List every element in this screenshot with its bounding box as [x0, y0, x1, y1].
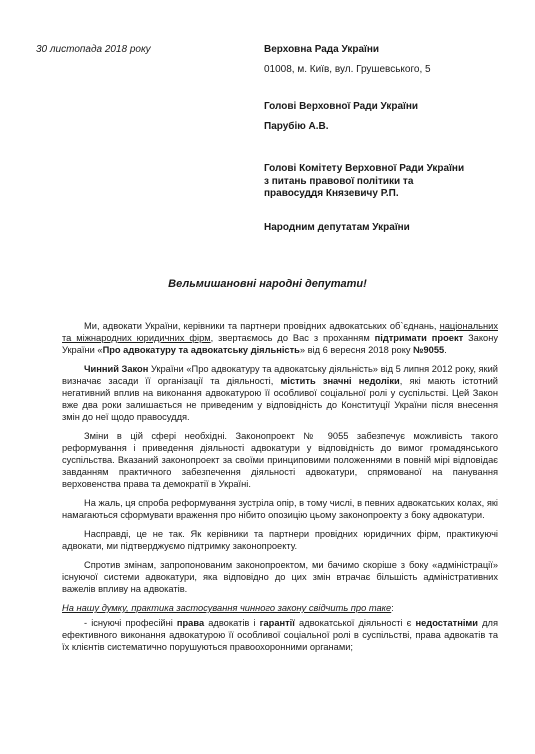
recipient-parliament-name: Верховна Рада України	[264, 44, 380, 55]
recipient-committee	[264, 163, 524, 201]
paragraph-7: На нашу думку, практика застосування чинного закону свідчить про таке:	[62, 603, 394, 613]
paragraph-2: Чинний Закон України «Про адвокатуру та адвокатську діяльність» від 5 липня 2012 року, який визначає засади її організації та діяльності, містить значні недоліки, які мають істотний негативний вплив на виконання адвокатурою її особливої соціальної ролі у суспільстві. Цей Закон вже два роки залишається не приведеним у відповідність до Конституції України після внесення змін до неї щодо правосуддя.	[62, 364, 499, 422]
recipient-speaker-name: Парубію А.В.	[264, 120, 329, 132]
paragraph-1: Ми, адвокати України, керівники та партнери провідних адвокатських об`єднань, національних та міжнародних юридичних фірм, звертаємось до Вас з проханням підтримати проект Закону України «Про адвокатуру та адвокатську діяльність» від 6 вересня 2018 року №9055.	[62, 321, 498, 355]
recipient-parliament-address: 01008, м. Київ, вул. Грушевського, 5	[264, 63, 431, 75]
paragraph-3: Зміни в цій сфері необхідні. Законопроект № 9055 забезпечує можливість такого реформування і приведення діяльності адвокатури у відповідність до вимог громадянського суспільства. Вказаний законопроект за своїми принциповими положеннями в повній мірі відповідає завданням практичного забезпечення діяльності адвокатури, спрямованої на панування верховенства права та демократії в Україні.	[62, 431, 498, 489]
recipient-speaker	[264, 101, 524, 133]
recipient-committee-line3: правосуддя Князевичу Р.П.	[264, 188, 399, 199]
paragraph-4: На жаль, ця спроба реформування зустріла опір, в тому числі, в певних адвокатських колах, які намагаються сформувати враження про нібито опозицію цьому законопроекту з боку адвокатури.	[62, 498, 498, 520]
paragraph-5: Насправді, це не так. Як керівники та партнери провідних юридичних фірм, практикуючі адвокати, ми підтверджуємо підтримку законопроекту.	[62, 529, 498, 551]
letter-date: 30 листопада 2018 року	[36, 44, 151, 55]
recipient-committee-line2: з питань правової політики та	[264, 175, 414, 187]
recipient-committee-line1: Голові Комітету Верховної Ради України	[264, 163, 465, 174]
greeting: Вельмишановні народні депутати!	[168, 278, 367, 290]
recipient-deputies-text: Народним депутатам України	[264, 222, 410, 233]
paragraph-6: Спротив змінам, запропонованим законопроектом, ми бачимо скоріше з боку «адміністрації» існуючої системи адвокатури, яка відповідно до цих змін втрачає більшість адміністративних важелів впливу на адвокатів.	[62, 560, 498, 594]
paragraph-8: - існуючі професійні права адвокатів і гарантії адвокатської діяльності є недостатніми для ефективного виконання адвокатурою її особливої соціальної ролі в суспільстві, права адвокатів та їх клієнтів систематично порушуються правоохоронними органами;	[62, 618, 498, 652]
recipient-deputies	[264, 222, 524, 235]
recipient-parliament	[264, 44, 524, 76]
letter-body	[62, 320, 498, 653]
recipient-speaker-title: Голові Верховної Ради України	[264, 101, 419, 112]
